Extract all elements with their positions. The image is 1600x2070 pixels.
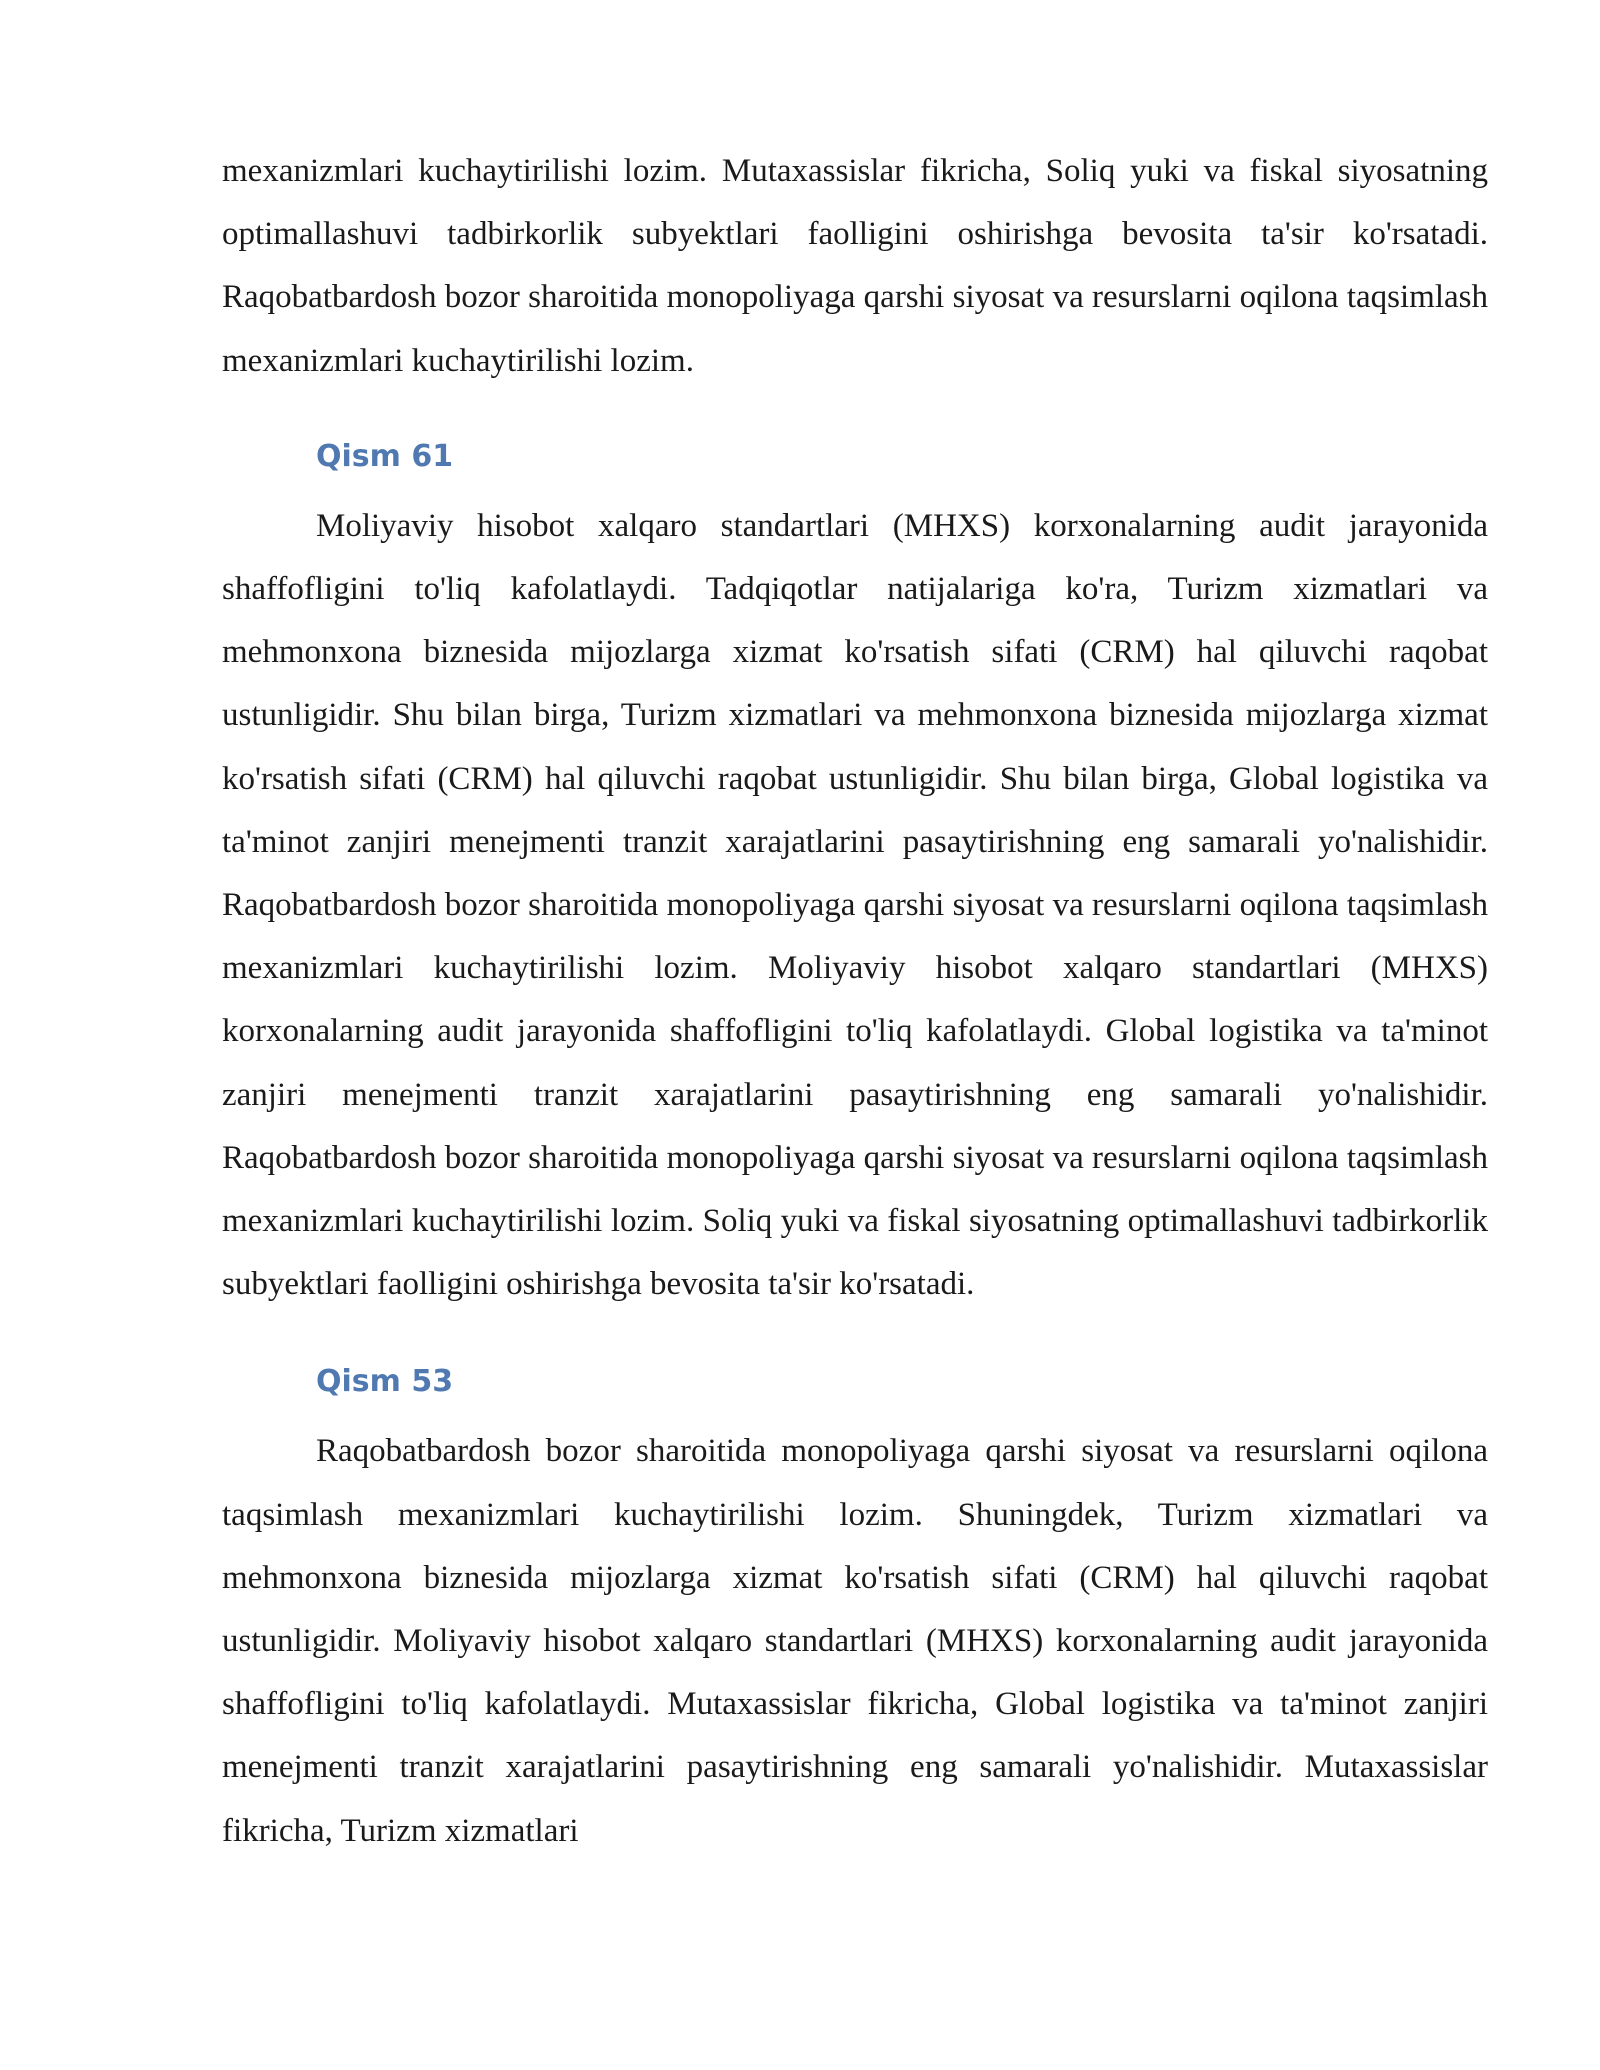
section-heading: Qism 53 xyxy=(316,1364,454,1400)
section-heading: Qism 61 xyxy=(316,438,454,474)
body-paragraph: Moliyaviy hisobot xalqaro standartlari (MHXS) korxonalarning audit jarayonida shaffofligini to'liq kafolatlaydi. Tadqiqotlar natijalariga ko'ra, Turizm xizmatlari va mehmonxona biznesida mijozlarga xizmat ko'rsatish sifati (CRM) hal qiluvchi raqobat ustunligidir. Shu bilan birga, Turizm xizmatlari va mehmonxona biznesida mijozlarga xizmat ko'rsatish sifati (CRM) hal qiluvchi raqobat ustunligidir. Shu bilan birga, Global logistika va ta'minot zanjiri menejmenti tranzit xarajatlarini pasaytirishning eng samarali yo'nalishidir. Raqobatbardosh bozor sharoitida monopoliyaga qarshi siyosat va resurslarni oqilona taqsimlash mexanizmlari kuchaytirilishi lozim. Moliyaviy hisobot xalqaro standartlari (MHXS) korxonalarning audit jarayonida shaffofligini to'liq kafolatlaydi. Global logistika va ta'minot zanjiri menejmenti tranzit xarajatlarini pasaytirishning eng samarali yo'nalishidir. Raqobatbardosh bozor sharoitida monopoliyaga qarshi siyosat va resurslarni oqilona taqsimlash mexanizmlari kuchaytirilishi lozim. Soliq yuki va fiskal siyosatning optimallashuvi tadbirkorlik subyektlari faolligini oshirishga bevosita ta'sir ko'rsatadi. xyxy=(222,507,1488,1303)
body-paragraph: mexanizmlari kuchaytirilishi lozim. Mutaxassislar fikricha, Soliq yuki va fiskal siyosatning optimallashuvi tadbirkorlik subyektlari faolligini oshirishga bevosita ta'sir ko'rsatadi. Raqobatbardosh bozor sharoitida monopoliyaga qarshi siyosat va resurslarni oqilona taqsimlash mexanizmlari kuchaytirilishi lozim. xyxy=(222,153,1488,379)
document-page xyxy=(222,140,1488,1863)
body-paragraph: Raqobatbardosh bozor sharoitida monopoliyaga qarshi siyosat va resurslarni oqilona taqsimlash mexanizmlari kuchaytirilishi lozim. Shuningdek, Turizm xizmatlari va mehmonxona biznesida mijozlarga xizmat ko'rsatish sifati (CRM) hal qiluvchi raqobat ustunligidir. Moliyaviy hisobot xalqaro standartlari (MHXS) korxonalarning audit jarayonida shaffofligini to'liq kafolatlaydi. Mutaxassislar fikricha, Global logistika va ta'minot zanjiri menejmenti tranzit xarajatlarini pasaytirishning eng samarali yo'nalishidir. Mutaxassislar fikricha, Turizm xizmatlari xyxy=(222,1433,1488,1849)
